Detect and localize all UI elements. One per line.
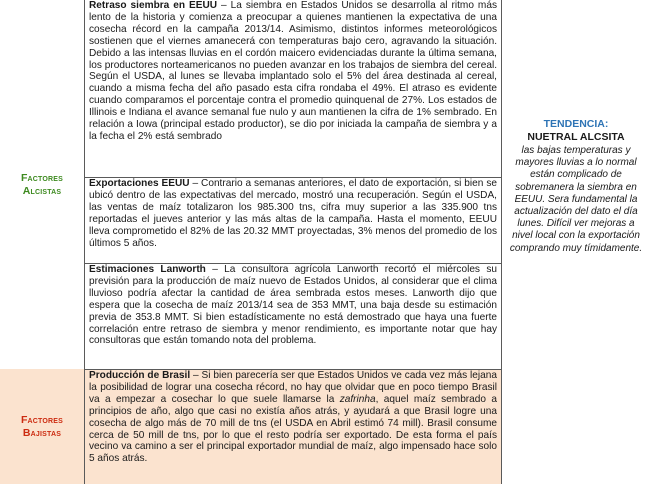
row-heading: Retraso siembra en EEUU: [89, 0, 218, 11]
factores-bajistas-line1: Factores: [20, 413, 64, 426]
factores-alcistas-label: [0, 0, 84, 369]
row-heading: Estimaciones Lanworth: [89, 264, 206, 275]
tendencia-value: NUETRAL ALCSITA: [527, 131, 625, 143]
factores-bajistas-label: [0, 369, 84, 484]
row-estimaciones-lanworth: [84, 263, 501, 369]
row-body: – La consultora agrícola Lanworth recortó el miércoles su previsión para la producción de maíz nuevo de Estados Unidos, al considerar que el clima lluvioso podría afectar la cantidad de área sembrada estos meses. Lanworth dijo que espera que la cosecha de maíz 2013/14 sea de 353 MMT, una baja desde su estimación previa de 353.8 MMT. Si bien estadísticamente no está demostrado que haya una fuerte correlación entre retraso de siembra y menor rendimiento, es importante notar que hay consultoras que están tomando nota del problema.: [89, 264, 497, 347]
row-produccion-brasil: [84, 369, 501, 484]
row-heading: Producción de Brasil: [89, 370, 191, 381]
tendencia-title: TENDENCIA:: [543, 118, 609, 130]
row-heading: Exportaciones EEUU: [89, 178, 190, 189]
row-body: – Contrario a semanas anteriores, el dato de exportación, si bien se ubicó dentro de las expectativas del mercado, mostró una recuperación. Según el USDA, las ventas de maíz totalizaron los 985.300 tns, cifra muy superior a las 335.900 tns reportadas el jueves anterior y las más altas de la campaña. Hasta el momento, EEUU lleva comprometido el 82% de las 20.32 MMT proyectadas, 3% menos del promedio de los últimos 5 años.: [89, 178, 497, 249]
row-body-post: , aquel maíz sembrado a principios de año, algo que casi no existía años atrás, y ayudará a que Brasil logre una cosecha de algo más de 70 mill de tns (el USDA en Abril estimó 74 mill). Brasil consume cerca de 50 mill de tns, por lo que el resto podría ser exportado. De esta forma el país vecino va camino a ser el principal exportador mundial de maíz, algo impensado hace solo 5 años atrás.: [89, 393, 497, 465]
row-exportaciones: [84, 177, 501, 263]
factores-alcistas-line1: Factores: [20, 171, 64, 184]
row-body: – La siembra en Estados Unidos se desarrolla al ritmo más lento de la historia y comienza a preocupar a quienes mantienen la expectativa de una cosecha récord en la campaña 2013/14. Asimismo, distintos informes meteorológicos sostienen que el viernes amanecerá con temperaturas bajo cero, agravando la situación. Debido a las intensas lluvias en el cordón maicero evidenciadas durante la última semana, los productores norteamericanos no pueden avanzar en los trabajos de siembra del cereal. Según el USDA, al lunes se llevaba implantado solo el 5% del área destinada al cereal, cuando a misma fecha del año pasado esta cifra rondaba el 49%. El atraso es evidente cuando comparamos el porcentaje contra el promedio quinquenal de 27%. Los estados de Illinois e Indiana el avance semanal fue nulo y aun mantienen la cifra de 1% sembrado. En relación a Iowa (principal estado productor), se dio por iniciada la campaña de siembra y a la fecha el 2% está sembrado: [89, 0, 497, 142]
row-body-emphasis: zafrinha: [339, 393, 376, 405]
factores-bajistas-line2: Bajistas: [22, 426, 62, 439]
tendencia-description: las bajas temperaturas y mayores lluvias a lo normal están complicado de sobremanera la siembra en EEUU. Sera fundamental la actualización del dato el día lunes. Difícil ver mejoras a nivel local con la exportación comprando muy tímidamente.: [509, 145, 643, 254]
tendencia-panel: [501, 0, 650, 484]
factores-alcistas-line2: Alcistas: [22, 184, 62, 197]
row-retraso-siembra: [84, 0, 501, 177]
row-body-pre: – Si bien parecería ser que Estados Unidos ve cada vez más lejana la posibilidad de lograr una cosecha récord, no hay que olvidar que en poco tiempo Brasil va a empezar a cosechar lo que suele llamarse la: [89, 370, 497, 405]
